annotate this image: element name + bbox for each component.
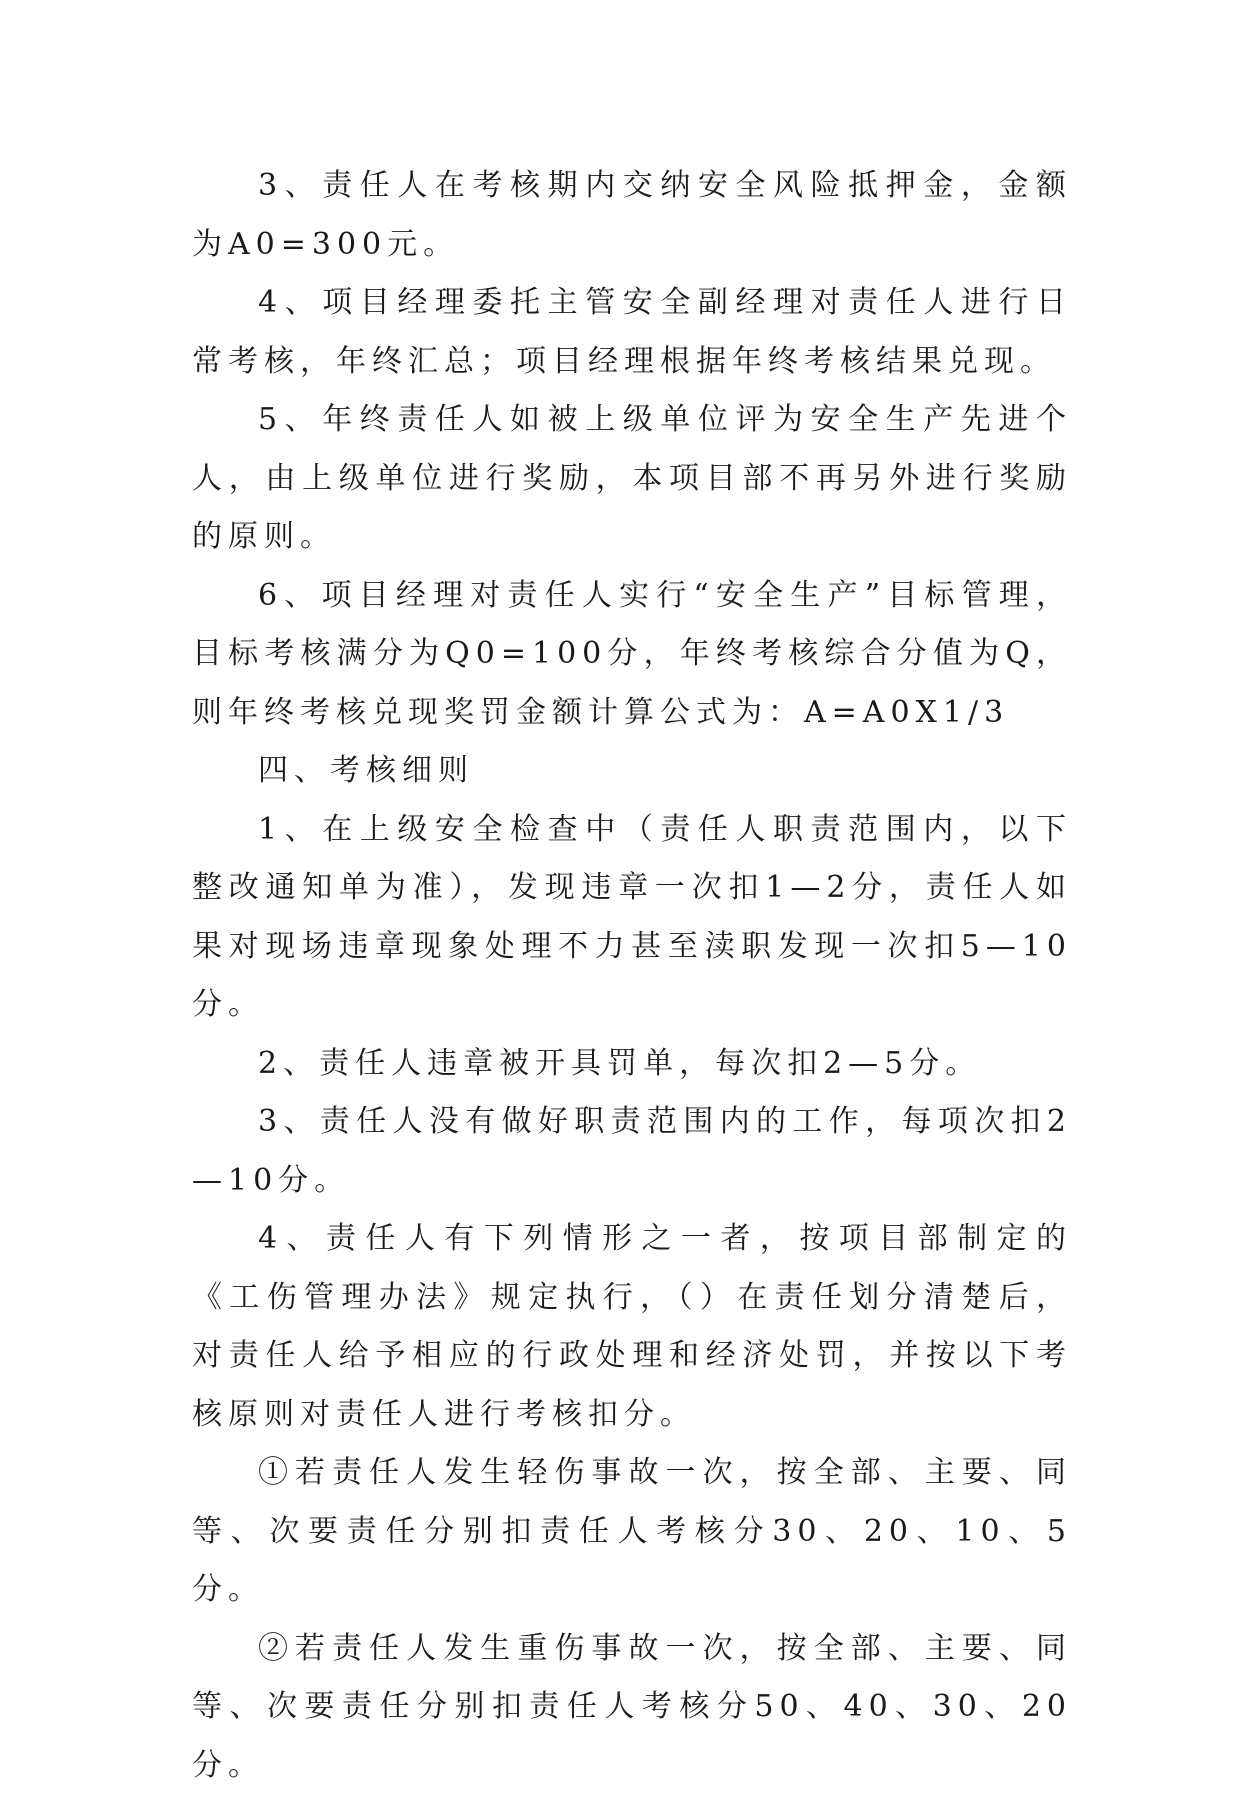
rule-3-duty-failure: 3、责任人没有做好职责范围内的工作，每项次扣2—10分。 (192, 1093, 1072, 1210)
section-heading-assessment-rules: 四、考核细则 (192, 742, 1072, 801)
paragraph-target-management: 6、项目经理对责任人实行“安全生产”目标管理，目标考核满分为Q0=100分，年终考核综合分值为Q，则年终考核兑现奖罚金额计算公式为：A=A0X1/3 (192, 567, 1072, 743)
rule-1-inspection: 1、在上级安全检查中（责任人职责范围内，以下整改通知单为准），发现违章一次扣1—2分，责任人如果对现场违章现象处理不力甚至渎职发现一次扣5—10分。 (192, 801, 1072, 1035)
paragraph-deposit: 3、责任人在考核期内交纳安全风险抵押金，金额为A0=300元。 (192, 157, 1072, 274)
paragraph-daily-assessment: 4、项目经理委托主管安全副经理对责任人进行日常考核，年终汇总；项目经理根据年终考核结果兑现。 (192, 274, 1072, 391)
rule-2-penalty-ticket: 2、责任人违章被开具罚单，每次扣2—5分。 (192, 1035, 1072, 1094)
document-body (192, 157, 1072, 1795)
rule-4-serious-injury: ②若责任人发生重伤事故一次，按全部、主要、同等、次要责任分别扣责任人考核分50、40、30、20分。 (192, 1620, 1072, 1795)
paragraph-reward-principle: 5、年终责任人如被上级单位评为安全生产先进个人，由上级单位进行奖励，本项目部不再另外进行奖励的原则。 (192, 391, 1072, 567)
rule-4-minor-injury: ①若责任人发生轻伤事故一次，按全部、主要、同等、次要责任分别扣责任人考核分30、20、10、5分。 (192, 1444, 1072, 1620)
rule-4-work-injury: 4、责任人有下列情形之一者，按项目部制定的《工伤管理办法》规定执行，（）在责任划分清楚后，对责任人给予相应的行政处理和经济处罚，并按以下考核原则对责任人进行考核扣分。 (192, 1210, 1072, 1444)
